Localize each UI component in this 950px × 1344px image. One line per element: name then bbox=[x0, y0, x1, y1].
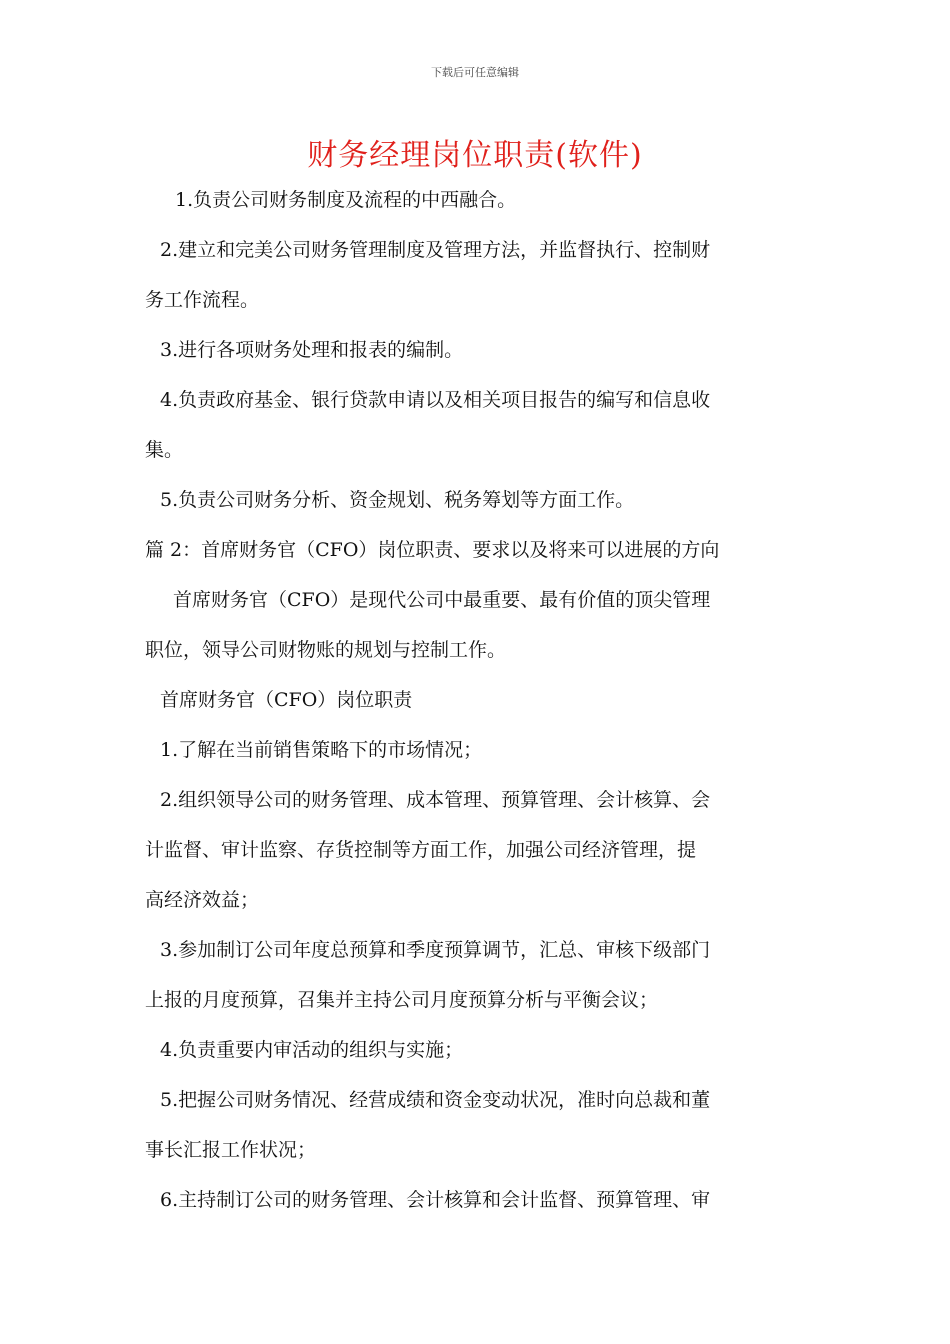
paragraph-line: 3.参加制订公司年度总预算和季度预算调节，汇总、审核下级部门 bbox=[160, 939, 711, 961]
paragraph-line: 务工作流程。 bbox=[145, 289, 260, 311]
paragraph-line: 集。 bbox=[145, 439, 184, 461]
paragraph-line: 事长汇报工作状况； bbox=[145, 1139, 317, 1161]
paragraph-line: 计监督、审计监察、存货控制等方面工作，加强公司经济管理，提 bbox=[145, 839, 697, 861]
document-title: 财务经理岗位职责(软件) bbox=[307, 138, 643, 173]
paragraph-line: 上报的月度预算，召集并主持公司月度预算分析与平衡会议； bbox=[145, 989, 659, 1011]
document-body bbox=[145, 175, 810, 1225]
paragraph-line: 1.了解在当前销售策略下的市场情况； bbox=[160, 739, 483, 761]
paragraph-line: 2.建立和完美公司财务管理制度及管理方法，并监督执行、控制财 bbox=[160, 239, 711, 261]
paragraph-line: 首席财务官（CFO）是现代公司中最重要、最有价值的顶尖管理 bbox=[173, 589, 711, 611]
paragraph-line: 1.负责公司财务制度及流程的中西融合。 bbox=[175, 189, 517, 211]
paragraph-line: 职位，领导公司财物账的规划与控制工作。 bbox=[145, 639, 507, 661]
subsection-heading: 首席财务官（CFO）岗位职责 bbox=[160, 689, 413, 711]
section-heading: 篇 2：首席财务官（CFO）岗位职责、要求以及将来可以进展的方向 bbox=[145, 539, 720, 561]
paragraph-line: 5.负责公司财务分析、资金规划、税务筹划等方面工作。 bbox=[160, 489, 635, 511]
paragraph-line: 4.负责政府基金、银行贷款申请以及相关项目报告的编写和信息收 bbox=[160, 389, 711, 411]
paragraph-line: 高经济效益； bbox=[145, 889, 260, 911]
header-note: 下载后可任意编辑 bbox=[431, 66, 519, 79]
paragraph-line: 4.负责重要内审活动的组织与实施； bbox=[160, 1039, 464, 1061]
paragraph-line: 3.进行各项财务处理和报表的编制。 bbox=[160, 339, 464, 361]
paragraph-line: 6.主持制订公司的财务管理、会计核算和会计监督、预算管理、审 bbox=[160, 1189, 711, 1211]
paragraph-line: 2.组织领导公司的财务管理、成本管理、预算管理、会计核算、会 bbox=[160, 789, 711, 811]
paragraph-line: 5.把握公司财务情况、经营成绩和资金变动状况，准时向总裁和董 bbox=[160, 1089, 711, 1111]
